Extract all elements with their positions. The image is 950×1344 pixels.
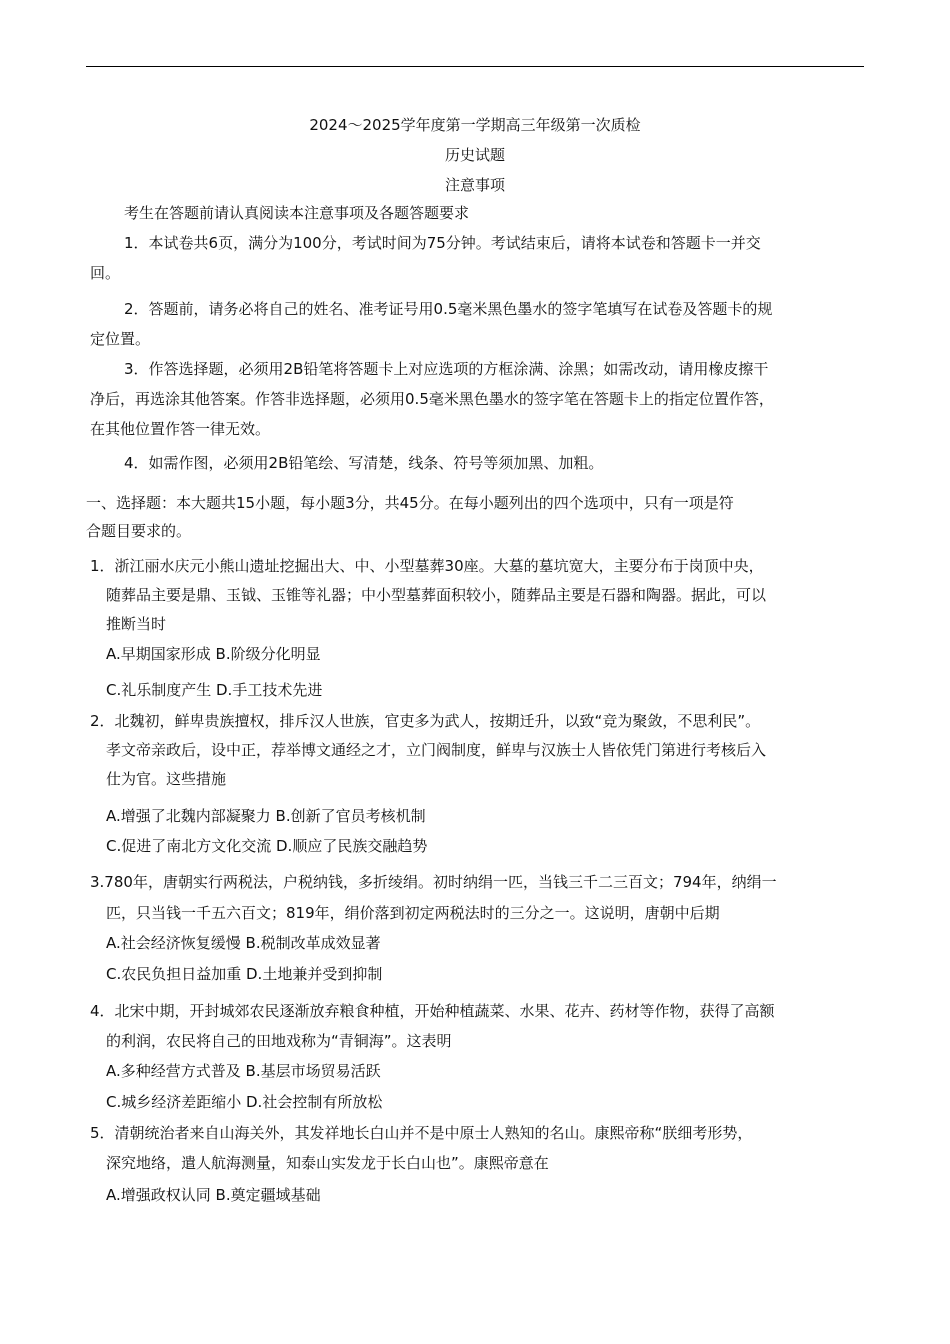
section-1-heading-line-2: 合题目要求的。 bbox=[86, 522, 192, 540]
question-4-line-2: 的利润，农民将自己的田地戏称为“青铜海”。这表明 bbox=[106, 1032, 452, 1050]
section-1-heading-line-1: 一、选择题：本大题共15小题，每小题3分，共45分。在每小题列出的四个选项中，只有一项是符 bbox=[86, 494, 734, 512]
instruction-3-line-2: 净后，再选涂其他答案。作答非选择题，必须用0.5毫米黑色墨水的签字笔在答题卡上的指定位置作答， bbox=[90, 390, 774, 408]
question-1-line-2: 随葬品主要是鼎、玉钺、玉锥等礼器；中小型墓葬面积较小，随葬品主要是石器和陶器。据此，可以 bbox=[106, 586, 767, 604]
subject-title: 历史试题 bbox=[444, 146, 505, 164]
instruction-2-line-2: 定位置。 bbox=[90, 330, 151, 348]
question-3-options-ab: A.社会经济恢复缓慢 B.税制改革成效显著 bbox=[106, 934, 381, 952]
instruction-2-line-1: 2．答题前，请务必将自己的姓名、准考证号用0.5毫米黑色墨水的签字笔填写在试卷及答题卡的规 bbox=[124, 300, 773, 318]
question-1-options-ab: A.早期国家形成 B.阶级分化明显 bbox=[106, 645, 321, 663]
question-2-line-3: 仕为官。这些措施 bbox=[106, 770, 227, 788]
question-2-line-2: 孝文帝亲政后，设中正，荐举博文通经之才，立门阀制度，鲜卑与汉族士人皆依凭门第进行考核后入 bbox=[106, 741, 767, 759]
question-4-options-ab: A.多种经营方式普及 B.基层市场贸易活跃 bbox=[106, 1062, 381, 1080]
question-3-line-2: 匹，只当钱一千五六百文；819年，绢价落到初定两税法时的三分之一。这说明，唐朝中后期 bbox=[106, 904, 720, 922]
question-5-line-1: 5．清朝统治者来自山海关外，其发祥地长白山并不是中原士人熟知的名山。康熙帝称“朕细考形势， bbox=[90, 1124, 753, 1142]
instruction-3-line-1: 3．作答选择题，必须用2B铅笔将答题卡上对应选项的方框涂满、涂黑；如需改动，请用橡皮擦干 bbox=[124, 360, 769, 378]
question-3-options-cd: C.农民负担日益加重 D.土地兼并受到抑制 bbox=[106, 965, 383, 983]
question-4-line-1: 4．北宋中期，开封城郊农民逐渐放弃粮食种植，开始种植蔬菜、水果、花卉、药材等作物，获得了高额 bbox=[90, 1002, 775, 1020]
question-4-options-cd: C.城乡经济差距缩小 D.社会控制有所放松 bbox=[106, 1093, 383, 1111]
instruction-1-line-1: 1．本试卷共6页，满分为100分，考试时间为75分钟。考试结束后，请将本试卷和答题卡一并交 bbox=[124, 234, 761, 252]
question-1-line-3: 推断当时 bbox=[106, 615, 167, 633]
top-rule bbox=[86, 66, 864, 67]
question-1-line-1: 1．浙江丽水庆元小熊山遗址挖掘出大、中、小型墓葬30座。大墓的墓坑宽大，主要分布于岗顶中央， bbox=[90, 557, 764, 575]
instruction-4-line-1: 4．如需作图，必须用2B铅笔绘、写清楚，线条、符号等须加黑、加粗。 bbox=[124, 454, 604, 472]
instructions-intro: 考生在答题前请认真阅读本注意事项及各题答题要求 bbox=[124, 204, 470, 222]
question-2-options-ab: A.增强了北魏内部凝聚力 B.创新了官员考核机制 bbox=[106, 807, 426, 825]
exam-title: 2024～2025学年度第一学期高三年级第一次质检 bbox=[309, 116, 641, 134]
question-5-line-2: 深究地络，遣人航海测量，知泰山实发龙于长白山也”。康熙帝意在 bbox=[106, 1154, 549, 1172]
question-2-line-1: 2．北魏初，鲜卑贵族擅权，排斥汉人世族，官吏多为武人，按期迁升，以致“竞为聚敛，不思利民”。 bbox=[90, 712, 761, 730]
instruction-3-line-3: 在其他位置作答一律无效。 bbox=[90, 420, 271, 438]
instruction-1-line-2: 回。 bbox=[90, 264, 121, 282]
question-2-options-cd: C.促进了南北方文化交流 D.顺应了民族交融趋势 bbox=[106, 837, 428, 855]
question-1-options-cd: C.礼乐制度产生 D.手工技术先进 bbox=[106, 681, 323, 699]
question-3-line-1: 3.780年，唐朝实行两税法，户税纳钱，多折绫绢。初时纳绢一匹，当钱三千二三百文；794年，纳绢一 bbox=[90, 873, 777, 891]
notice-heading: 注意事项 bbox=[444, 176, 505, 194]
question-5-options-ab: A.增强政权认同 B.奠定疆域基础 bbox=[106, 1186, 321, 1204]
